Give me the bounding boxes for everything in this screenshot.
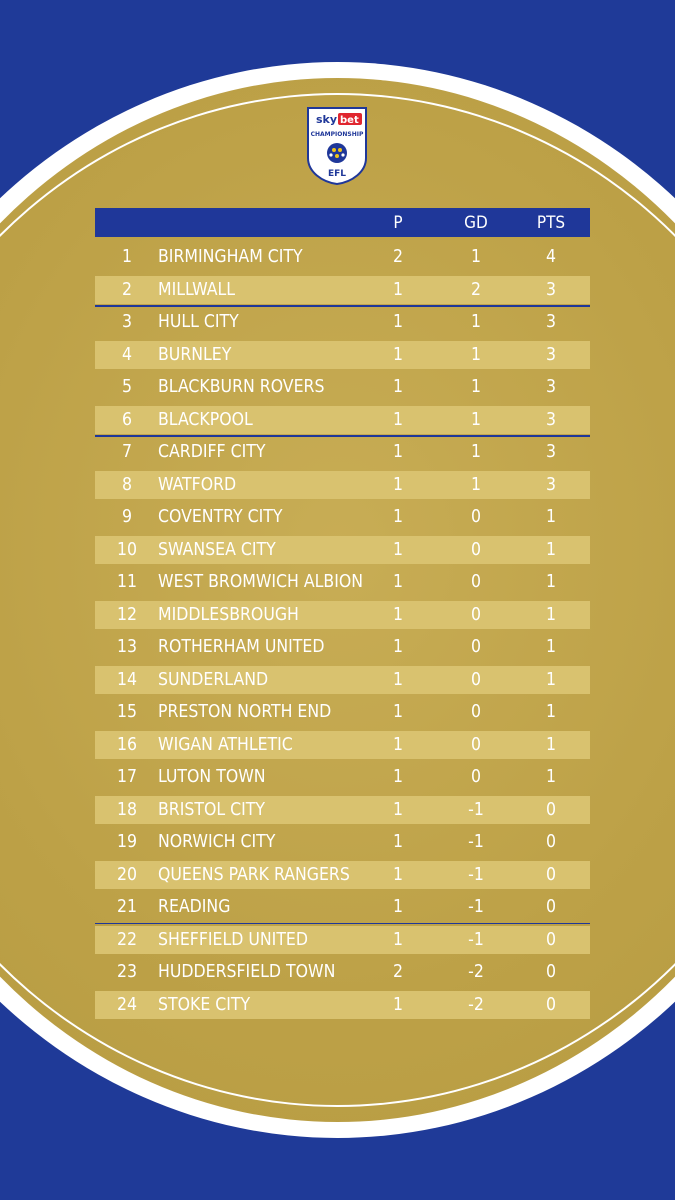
table-row [95, 958, 590, 986]
row-team-name: NORWICH CITY [158, 832, 276, 852]
efl-shield-icon [306, 106, 368, 186]
row-position: 17 [116, 767, 138, 787]
row-played: 2 [392, 962, 403, 982]
row-goal-difference: -2 [468, 962, 484, 982]
row-goal-difference: 1 [470, 377, 481, 397]
header-played: P [393, 213, 403, 233]
row-team-name: HUDDERSFIELD TOWN [158, 962, 336, 982]
row-played: 1 [392, 344, 403, 365]
row-goal-difference: 0 [470, 539, 481, 560]
row-goal-difference: 0 [470, 669, 481, 690]
league-table [95, 208, 590, 1023]
row-team-name: WATFORD [158, 474, 237, 495]
table-row [95, 341, 590, 369]
row-goal-difference: -2 [468, 994, 484, 1015]
row-position: 7 [121, 442, 132, 462]
row-position: 13 [116, 637, 138, 657]
table-row [95, 568, 590, 596]
table-row [95, 438, 590, 466]
row-goal-difference: 0 [470, 702, 481, 722]
row-goal-difference: 0 [470, 604, 481, 625]
row-position: 19 [116, 832, 138, 852]
row-points: 0 [545, 897, 556, 917]
row-position: 8 [121, 474, 132, 495]
row-position: 10 [116, 539, 138, 560]
row-position: 16 [116, 734, 138, 755]
row-points: 1 [545, 637, 556, 657]
logo-efl-text: EFL [327, 169, 347, 179]
row-points: 1 [545, 604, 556, 625]
row-points: 0 [545, 864, 556, 885]
row-goal-difference: -1 [468, 929, 484, 950]
row-position: 6 [121, 409, 132, 430]
row-team-name: ROTHERHAM UNITED [158, 637, 325, 657]
header-points: PTS [536, 213, 566, 233]
row-position: 1 [121, 247, 132, 267]
table-row [95, 926, 590, 954]
row-points: 3 [545, 279, 556, 300]
table-row [95, 601, 590, 629]
row-team-name: MIDDLESBROUGH [158, 604, 299, 625]
row-points: 3 [545, 312, 556, 332]
row-played: 1 [392, 507, 403, 527]
table-row [95, 536, 590, 564]
row-points: 3 [545, 377, 556, 397]
row-points: 1 [545, 669, 556, 690]
table-row [95, 861, 590, 889]
row-points: 1 [545, 702, 556, 722]
row-played: 1 [392, 767, 403, 787]
row-played: 1 [392, 669, 403, 690]
row-played: 1 [392, 572, 403, 592]
row-position: 14 [116, 669, 138, 690]
row-played: 1 [392, 929, 403, 950]
row-team-name: CARDIFF CITY [158, 442, 266, 462]
header-goal-difference: GD [464, 213, 488, 233]
row-team-name: BURNLEY [158, 344, 232, 365]
table-row [95, 666, 590, 694]
row-points: 3 [545, 474, 556, 495]
row-team-name: SHEFFIELD UNITED [158, 929, 309, 950]
row-position: 23 [116, 962, 138, 982]
row-goal-difference: 1 [470, 474, 481, 495]
row-played: 1 [392, 409, 403, 430]
row-played: 1 [392, 312, 403, 332]
row-position: 21 [116, 897, 138, 917]
table-row [95, 276, 590, 304]
row-team-name: WIGAN ATHLETIC [158, 734, 293, 755]
row-goal-difference: 1 [470, 344, 481, 365]
row-team-name: BLACKPOOL [158, 409, 253, 430]
row-team-name: MILLWALL [158, 279, 236, 300]
row-played: 1 [392, 637, 403, 657]
row-team-name: HULL CITY [158, 312, 239, 332]
row-position: 18 [116, 799, 138, 820]
table-body [95, 243, 590, 1019]
table-row [95, 796, 590, 824]
table-row [95, 698, 590, 726]
row-goal-difference: 0 [470, 637, 481, 657]
table-row [95, 991, 590, 1019]
row-points: 3 [545, 442, 556, 462]
row-points: 3 [545, 409, 556, 430]
row-position: 24 [116, 994, 138, 1015]
row-points: 0 [545, 994, 556, 1015]
row-team-name: BRISTOL CITY [158, 799, 266, 820]
sky-bet-championship-logo [306, 106, 368, 186]
row-played: 1 [392, 474, 403, 495]
row-position: 11 [116, 572, 138, 592]
row-points: 1 [545, 572, 556, 592]
row-goal-difference: -1 [468, 864, 484, 885]
table-row [95, 308, 590, 336]
row-team-name: QUEENS PARK RANGERS [158, 864, 350, 885]
row-position: 3 [121, 312, 132, 332]
row-goal-difference: 1 [470, 442, 481, 462]
table-row [95, 633, 590, 661]
row-played: 1 [392, 279, 403, 300]
row-goal-difference: 1 [470, 312, 481, 332]
table-row [95, 893, 590, 921]
table-row [95, 763, 590, 791]
row-goal-difference: 2 [470, 279, 481, 300]
table-row [95, 731, 590, 759]
row-team-name: COVENTRY CITY [158, 507, 283, 527]
row-goal-difference: 0 [470, 507, 481, 527]
table-row [95, 243, 590, 271]
row-played: 1 [392, 832, 403, 852]
row-points: 1 [545, 734, 556, 755]
row-goal-difference: 1 [470, 247, 481, 267]
row-team-name: WEST BROMWICH ALBION [158, 572, 364, 592]
row-points: 0 [545, 929, 556, 950]
row-position: 20 [116, 864, 138, 885]
row-played: 1 [392, 604, 403, 625]
row-goal-difference: 0 [470, 572, 481, 592]
table-row [95, 828, 590, 856]
row-team-name: LUTON TOWN [158, 767, 266, 787]
table-row [95, 503, 590, 531]
row-played: 2 [392, 247, 403, 267]
row-points: 0 [545, 832, 556, 852]
row-points: 4 [545, 247, 556, 267]
row-points: 1 [545, 539, 556, 560]
logo-bet-text: bet [340, 115, 359, 126]
logo-sky-text: sky [316, 113, 338, 126]
row-goal-difference: -1 [468, 897, 484, 917]
row-points: 1 [545, 507, 556, 527]
row-position: 4 [121, 344, 132, 365]
row-goal-difference: 1 [470, 409, 481, 430]
row-played: 1 [392, 897, 403, 917]
row-team-name: BIRMINGHAM CITY [158, 247, 303, 267]
row-position: 9 [121, 507, 132, 527]
row-team-name: READING [158, 897, 231, 917]
row-team-name: BLACKBURN ROVERS [158, 377, 325, 397]
table-row [95, 406, 590, 434]
row-goal-difference: -1 [468, 832, 484, 852]
row-played: 1 [392, 799, 403, 820]
row-position: 2 [121, 279, 132, 300]
row-played: 1 [392, 702, 403, 722]
row-goal-difference: 0 [470, 734, 481, 755]
row-goal-difference: 0 [470, 767, 481, 787]
table-header [95, 208, 590, 237]
row-position: 22 [116, 929, 138, 950]
row-played: 1 [392, 864, 403, 885]
row-position: 15 [116, 702, 138, 722]
row-team-name: STOKE CITY [158, 994, 251, 1015]
row-played: 1 [392, 734, 403, 755]
row-team-name: SWANSEA CITY [158, 539, 276, 560]
row-team-name: SUNDERLAND [158, 669, 269, 690]
row-played: 1 [392, 539, 403, 560]
row-points: 3 [545, 344, 556, 365]
table-row [95, 471, 590, 499]
logo-competition-text: CHAMPIONSHIP [310, 131, 364, 138]
row-points: 0 [545, 962, 556, 982]
row-goal-difference: -1 [468, 799, 484, 820]
row-position: 5 [121, 377, 132, 397]
table-row [95, 373, 590, 401]
row-points: 0 [545, 799, 556, 820]
row-played: 1 [392, 442, 403, 462]
row-played: 1 [392, 377, 403, 397]
row-points: 1 [545, 767, 556, 787]
row-played: 1 [392, 994, 403, 1015]
row-position: 12 [116, 604, 138, 625]
row-team-name: PRESTON NORTH END [158, 702, 332, 722]
